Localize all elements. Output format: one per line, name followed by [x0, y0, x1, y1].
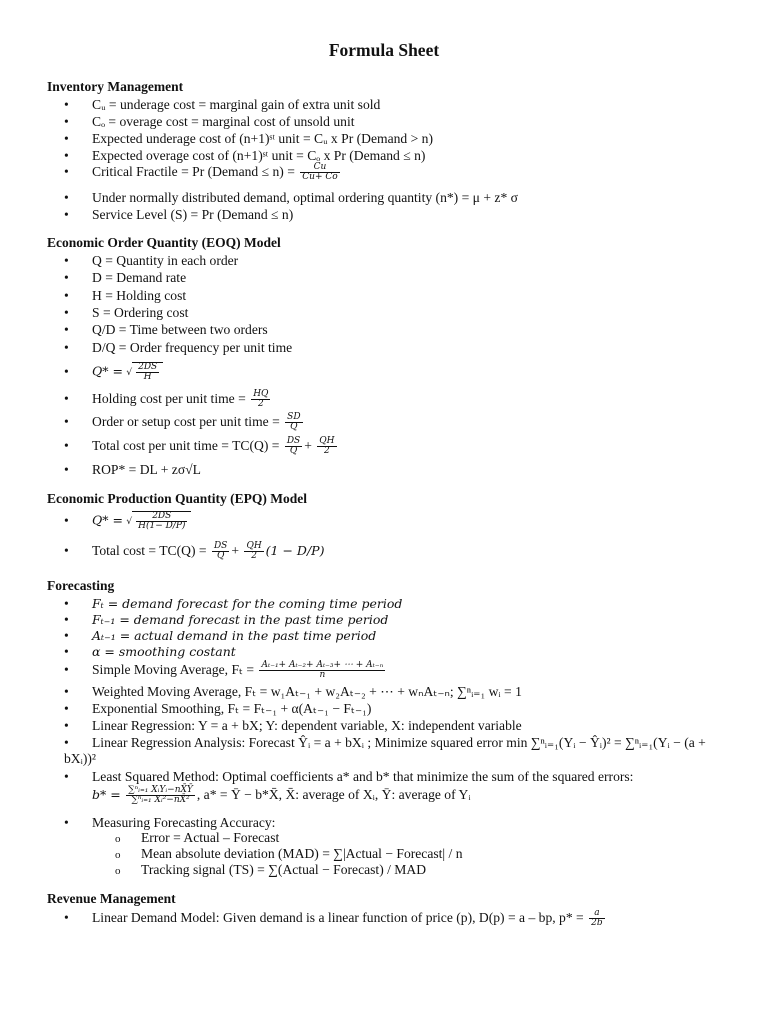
list-item: • Linear Regression: Y = a + bX; Y: dependent variable, X: independent variable — [64, 718, 522, 733]
least-squares-formula: b* = $\frac{\text{∑ⁿᵢ₌₁ XᵢYᵢ−nX̄Ȳ}}{\text{∑ⁿᵢ₌₁ Xᵢ²−nX̄²}}$ , a* = Ȳ − b*X̄, X̄: average of Xᵢ, Ȳ: average of Yᵢ — [92, 785, 471, 806]
list-item: • D/Q = Order frequency per unit time — [64, 340, 293, 355]
list-item: • Weighted Moving Average, Fₜ = w₁Aₜ₋₁ + w₂Aₜ₋₂ + ⋯ + wₙAₜ₋ₙ; ∑ⁿᵢ₌₁ wᵢ = 1 — [64, 684, 522, 699]
section-heading-inventory: Inventory Management — [47, 79, 184, 94]
list-item: • Expected overage cost of (n+1)ˢᵗ unit = Cₒ x Pr (Demand ≤ n) — [64, 148, 426, 163]
section-heading-epq: Economic Production Quantity (EPQ) Model — [47, 491, 307, 506]
list-item: • Under normally distributed demand, optimal ordering quantity (n*) = μ + z* σ — [64, 190, 518, 205]
page-title: Formula Sheet — [328, 40, 440, 60]
critical-fractile-fraction: $\frac{Cu}{Cu+ Co}$ — [302, 162, 338, 183]
list-item: • Q* = √ $\frac{2DS}{H(1- D/P)}$ — [64, 511, 724, 532]
list-item: • Linear Regression Analysis: Forecast Ŷᵢ = a + bXᵢ ; Minimize squared error min ∑ⁿᵢ₌₁(Yᵢ − Ŷᵢ)² = ∑ⁿᵢ₌₁(Yᵢ − (a + bXᵢ))² — [64, 735, 706, 766]
list-item: • H = Holding cost — [64, 288, 187, 303]
list-item: • Fₜ₋₁ = demand forecast in the past time period — [64, 612, 389, 627]
sub-list-item: o Tracking signal (TS) = ∑(Actual − Forecast) / MAD — [115, 862, 427, 877]
list-item: • Cₒ = overage cost = marginal cost of unsold unit — [64, 114, 355, 129]
list-item: • Least Squared Method: Optimal coefficients a* and b* that minimize the sum of the squared errors: — [64, 769, 634, 784]
list-item: • Cᵤ = underage cost = marginal gain of extra unit sold — [64, 97, 381, 112]
section-heading-revenue: Revenue Management — [47, 891, 176, 906]
list-item: • ROP* = DL + zσ√L — [64, 462, 201, 477]
list-item: • Order or setup cost per unit time = $\frac{SD}{Q}$ — [64, 412, 301, 433]
list-item: • α = smoothing costant — [64, 644, 236, 659]
sub-list-item: o Mean absolute deviation (MAD) = ∑|Actual − Forecast| / n — [115, 846, 463, 861]
list-item: • Linear Demand Model: Given demand is a linear function of price (p), D(p) = a – bp, p* = $\frac{a}{2b}$ — [64, 908, 603, 929]
list-item: • Aₜ₋₁ = actual demand in the past time period — [64, 628, 377, 643]
list-item: • Measuring Forecasting Accuracy: — [64, 815, 276, 830]
list-item: • Q = Quantity in each order — [64, 253, 239, 268]
list-item: • Total cost per unit time = TC(Q) = $\frac{DS}{Q}$ + $\frac{QH}{2}$ — [64, 436, 335, 457]
list-item: • D = Demand rate — [64, 270, 187, 285]
list-item: • Q* = √ $\frac{2DS}{H}$ — [64, 362, 724, 383]
list-item: • Simple Moving Average, Fₜ = $\frac{\text{Aₜ₋₁+ Aₜ₋₂+ Aₜ₋₃+ ⋯ + Aₜ₋ₙ}}{n}$ — [64, 660, 384, 681]
list-item: • Total cost = TC(Q) = $\frac{DS}{Q}$ + $\frac{QH}{2}$ (1 − D/P) — [64, 541, 325, 562]
list-item: • Holding cost per unit time = $\frac{HQ}{2}$ — [64, 389, 269, 410]
list-item: • Q/D = Time between two orders — [64, 322, 268, 337]
list-item: • Service Level (S) = Pr (Demand ≤ n) — [64, 207, 294, 222]
list-item: • Exponential Smoothing, Fₜ = Fₜ₋₁ + α(Aₜ₋₁ − Fₜ₋₁) — [64, 701, 372, 716]
list-item: • Critical Fractile = Pr (Demand ≤ n) = $\frac{Cu}{Cu+ Co}$ — [64, 162, 338, 183]
section-heading-forecasting: Forecasting — [47, 578, 115, 593]
list-item: • Fₜ = demand forecast for the coming time period — [64, 596, 403, 611]
sub-list-item: o Error = Actual – Forecast — [115, 830, 280, 845]
list-item: • S = Ordering cost — [64, 305, 189, 320]
list-item: • Expected underage cost of (n+1)ˢᵗ unit = Cᵤ x Pr (Demand > n) — [64, 131, 433, 146]
section-heading-eoq: Economic Order Quantity (EOQ) Model — [47, 235, 281, 250]
eoq-sqrt: √ $\frac{2DS}{H}$ — [126, 362, 163, 383]
